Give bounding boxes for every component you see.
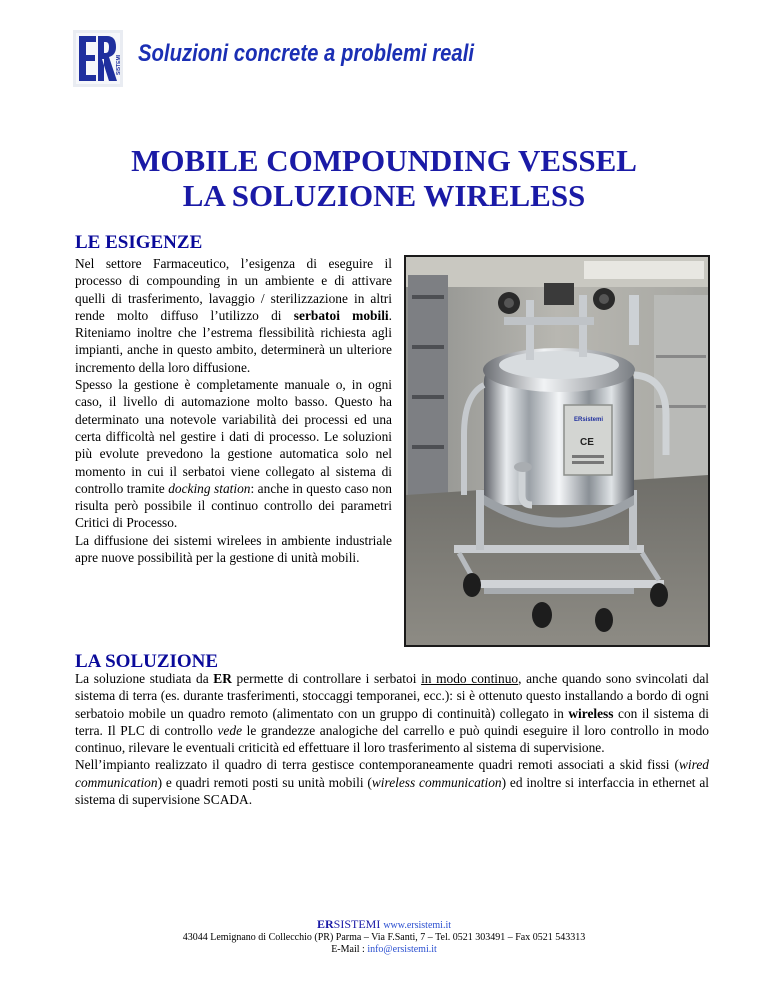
esigenze-paragraph-1 bbox=[75, 255, 392, 376]
footer-email-link[interactable]: info@ersistemi.it bbox=[367, 944, 437, 955]
esigenze-paragraph-3: La diffusione dei sistemi wirelees in ambiente industriale apre nuove possibilità per la gestione di unità mobili. bbox=[75, 532, 392, 566]
slogan bbox=[136, 34, 476, 78]
soluzione-paragraph-1 bbox=[75, 670, 709, 756]
text-run: ) e quadri remoti posti su unità mobili ( bbox=[157, 774, 372, 790]
text-run: Nel settore Farmaceutico, l’esigenza di eseguire il processo di compounding in un ambiente e di attivare quelli di trasferimento, lavaggio / sterilizzazione in altri rende molto diffuso l’utilizzo di bbox=[75, 256, 392, 323]
footer-brand-rest: SISTEMI bbox=[333, 917, 381, 931]
section-heading-soluzione: LA SOLUZIONE bbox=[75, 651, 219, 672]
section-heading-esigenze: LE ESIGENZE bbox=[75, 232, 203, 253]
text-run: Spesso la gestione è completamente manuale o, in ogni caso, il livello di automazione molto basso. Questo ha determinato una notevole variabilità dei processi ed una certa difficoltà nel gestire i dati di processo. Le soluzioni più evolute prevedono la gestione automatica solo nel momento in cui il serbatoi viene collegato al sistema di controllo tramite bbox=[75, 377, 392, 496]
esigenze-body bbox=[75, 255, 392, 566]
text-run: ) ed inoltre si interfaccia in ethernet al sistema di supervisione SCADA. bbox=[75, 774, 710, 808]
footer-address: 43044 Lemignano di Collecchio (PR) Parma – Via F.Santi, 7 – Tel. 0521 303491 – Fax 0521 543313 bbox=[182, 932, 586, 943]
emphasis-wired-communication: wired communication bbox=[75, 757, 709, 790]
text-run: con il sistema di terra. Il PLC di controllo bbox=[75, 705, 709, 738]
text-run: . Riteniamo inoltre che l’estrema flessibilità richiesta agli impianti, anche in questo ambito, determinerà un ulteriore incremento della loro diffusione. bbox=[75, 307, 393, 375]
emphasis-wireless: wireless bbox=[568, 705, 614, 721]
logo-subtext: SISTEMI bbox=[116, 54, 122, 75]
slogan-text: Soluzioni concrete a problemi reali bbox=[138, 40, 476, 67]
emphasis-er: ER bbox=[213, 671, 232, 686]
soluzione-body bbox=[75, 670, 709, 808]
text-run: le grandezze analogiche del carrello e può quindi eseguire il loro controllo in modo continuo, rilevare le eventuali criticità ed effettuare il loro trasferimento al sistema di supervisione. bbox=[75, 722, 709, 756]
emphasis-docking-station: docking station bbox=[168, 480, 251, 496]
text-run: , anche quando sono svincolati dal sistema di terra (es. durante trasferimenti, stoccaggi temporanei, ecc.): si è ottenuto questo installando a bordo di ogni serbatoio mobile un quadro remoto (alimentato con un gruppo di continuità) collegato in bbox=[75, 671, 709, 721]
footer-email-line bbox=[0, 944, 768, 956]
footer-website-link[interactable]: www.ersistemi.it bbox=[383, 920, 452, 931]
esigenze-paragraph-2 bbox=[75, 376, 392, 532]
footer-brand-line bbox=[0, 918, 768, 932]
text-run: Nell’impianto realizzato il quadro di terra gestisce contemporaneamente quadri remoti associati a skid fissi ( bbox=[75, 757, 679, 773]
mobile-vessel-photo bbox=[404, 255, 710, 647]
emphasis-vede: vede bbox=[217, 722, 243, 738]
emphasis-serbatoi-mobili: serbatoi mobili bbox=[293, 307, 389, 323]
document-title bbox=[0, 143, 768, 213]
title-line-1: MOBILE COMPOUNDING VESSEL bbox=[131, 143, 637, 178]
ce-mark: CE bbox=[580, 437, 594, 448]
emphasis-modo-continuo: in modo continuo bbox=[421, 671, 519, 686]
soluzione-paragraph-2 bbox=[75, 756, 709, 808]
footer bbox=[0, 918, 768, 956]
emphasis-wireless-communication: wireless communication bbox=[371, 774, 502, 790]
text-run: La soluzione studiata da bbox=[75, 671, 214, 686]
box-label-brand: ERsistemi bbox=[574, 417, 604, 423]
er-sistemi-logo bbox=[73, 30, 123, 87]
title-line-2: LA SOLUZIONE WIRELESS bbox=[182, 178, 586, 213]
footer-email-label: E-Mail : bbox=[331, 944, 368, 955]
text-run: permette di controllare i serbatoi bbox=[231, 671, 422, 686]
text-run: : anche in questo caso non risulta però possibile il continuo controllo dei parametri Critici di Processo. bbox=[75, 480, 392, 531]
footer-brand-bold: ER bbox=[316, 917, 334, 931]
